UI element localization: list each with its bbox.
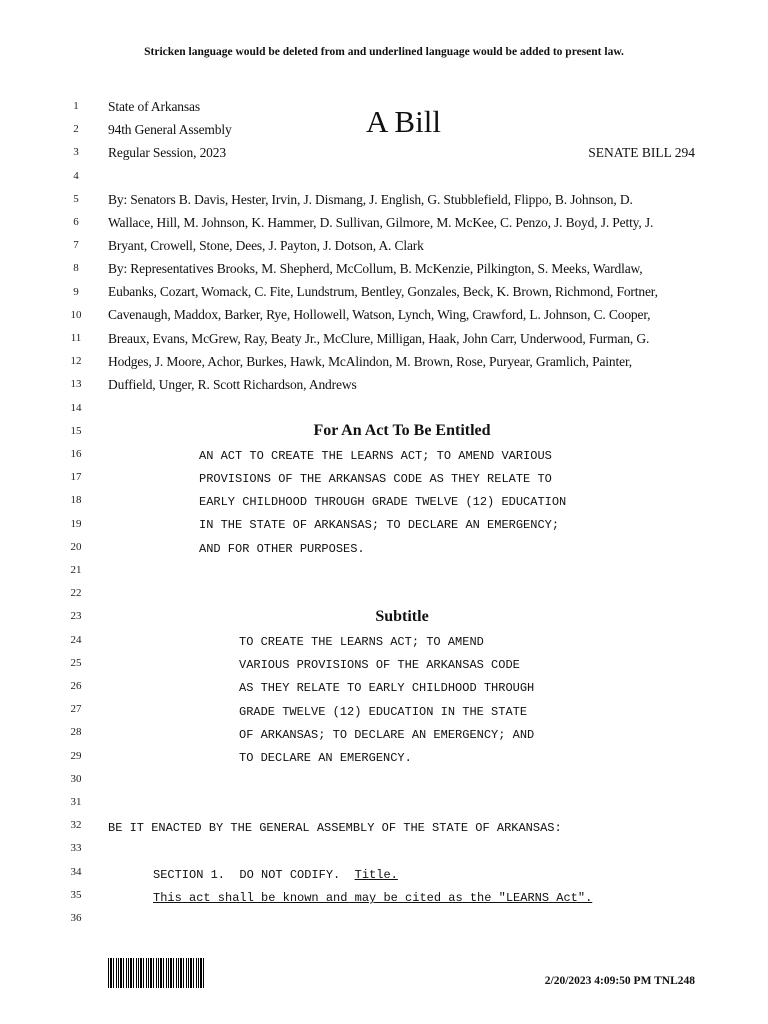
subtitle-line: GRADE TWELVE (12) EDUCATION IN THE STATE: [239, 705, 528, 719]
line-number: 19: [70, 517, 82, 530]
line-number: 6: [73, 216, 79, 228]
line-number: 17: [70, 471, 82, 484]
entitled-heading: For An Act To Be Entitled: [313, 422, 491, 439]
sponsor-line: Eubanks, Cozart, Womack, C. Fite, Lundstrum, Bentley, Gonzales, Beck, K. Brown, Richmond, Fortner,: [108, 284, 658, 299]
subtitle-heading: Subtitle: [375, 608, 429, 625]
entitled-line: PROVISIONS OF THE ARKANSAS CODE AS THEY RELATE TO: [199, 472, 552, 486]
sponsor-line: Cavenaugh, Maddox, Barker, Rye, Hollowell, Watson, Lynch, Wing, Crawford, L. Johnson, C. Cooper,: [108, 307, 651, 322]
line-number: 8: [73, 262, 79, 275]
section-heading: [153, 868, 398, 882]
line-number: 2: [73, 123, 79, 136]
subtitle-line: OF ARKANSAS; TO DECLARE AN EMERGENCY; AND: [239, 728, 535, 742]
line-number: 3: [73, 146, 79, 159]
sponsor-line: By: Senators B. Davis, Hester, Irvin, J. Dismang, J. English, G. Stubblefield, Flippo, B. Johnson, D.: [108, 192, 633, 207]
line-number: 9: [73, 285, 79, 298]
line-number: 23: [70, 610, 82, 623]
line-number: 21: [70, 564, 82, 576]
line-number: 26: [70, 680, 82, 692]
section-label: SECTION 1. DO NOT CODIFY.: [153, 868, 341, 882]
subtitle-line: TO CREATE THE LEARNS ACT; TO AMEND: [239, 635, 484, 649]
line-number: 33: [70, 842, 82, 855]
document-title: A Bill: [366, 104, 441, 139]
sponsor-line: Duffield, Unger, R. Scott Richardson, Andrews: [108, 377, 357, 392]
line-number: 32: [70, 819, 82, 832]
line-number: 24: [70, 633, 82, 646]
line-number: 18: [70, 494, 82, 507]
line-number: 35: [70, 888, 82, 901]
line-number: 22: [70, 587, 82, 600]
section-text: This act shall be known and may be cited as the "LEARNS Act".: [153, 891, 593, 905]
line-number: 25: [70, 656, 82, 669]
barcode-image: [108, 958, 204, 988]
stricken-language-notice: Stricken language would be deleted from and underlined language would be added to present law.: [144, 46, 624, 58]
entitled-line: IN THE STATE OF ARKANSAS; TO DECLARE AN EMERGENCY;: [199, 518, 560, 532]
line-number: 12: [70, 355, 82, 368]
line-number: 14: [70, 401, 82, 414]
bill-number: SENATE BILL 294: [588, 145, 695, 160]
sponsor-line: Hodges, J. Moore, Achor, Burkes, Hawk, McAlindon, M. Brown, Rose, Puryear, Gramlich, Painter,: [108, 354, 632, 369]
line-number: 10: [70, 308, 82, 321]
sponsor-line: By: Representatives Brooks, M. Shepherd, McCollum, B. McKenzie, Pilkington, S. Meeks, Wardlaw,: [108, 261, 643, 276]
assembly-label: 94th General Assembly: [108, 122, 232, 137]
session-label: Regular Session, 2023: [108, 145, 226, 160]
footer-timestamp: 2/20/2023 4:09:50 PM TNL248: [544, 975, 695, 987]
sponsor-line: Wallace, Hill, M. Johnson, K. Hammer, D. Sullivan, Gilmore, M. McKee, C. Penzo, J. Boyd, J. Petty, J.: [108, 215, 654, 230]
subtitle-line: TO DECLARE AN EMERGENCY.: [239, 751, 412, 765]
line-number: 31: [70, 796, 82, 808]
line-number: 13: [70, 378, 82, 391]
line-number: 28: [70, 726, 82, 739]
line-number: 15: [70, 424, 82, 437]
entitled-line: EARLY CHILDHOOD THROUGH GRADE TWELVE (12) EDUCATION: [199, 495, 567, 509]
line-number: 27: [70, 703, 82, 716]
line-number: 29: [70, 749, 82, 762]
sponsor-line: Bryant, Crowell, Stone, Dees, J. Payton, J. Dotson, A. Clark: [108, 238, 424, 253]
line-number: 11: [70, 332, 82, 344]
line-number: 1: [73, 100, 79, 112]
line-number: 34: [70, 865, 82, 878]
state-label: State of Arkansas: [108, 99, 200, 114]
entitled-line: AN ACT TO CREATE THE LEARNS ACT; TO AMEND VARIOUS: [199, 449, 552, 463]
line-number: 7: [73, 239, 79, 252]
subtitle-line: VARIOUS PROVISIONS OF THE ARKANSAS CODE: [239, 658, 520, 672]
section-title: Title.: [354, 868, 398, 882]
line-number: 5: [73, 192, 79, 205]
entitled-line: AND FOR OTHER PURPOSES.: [199, 542, 365, 556]
line-number: 30: [70, 772, 82, 785]
enacting-clause: BE IT ENACTED BY THE GENERAL ASSEMBLY OF THE STATE OF ARKANSAS:: [108, 821, 562, 835]
line-number: 36: [70, 912, 82, 924]
subtitle-line: AS THEY RELATE TO EARLY CHILDHOOD THROUGH: [239, 681, 535, 695]
line-number: 16: [70, 448, 82, 460]
line-number: 20: [70, 540, 82, 553]
line-number: 4: [73, 169, 79, 182]
sponsor-line: Breaux, Evans, McGrew, Ray, Beaty Jr., McClure, Milligan, Haak, John Carr, Underwood, Furman, G.: [108, 331, 650, 346]
